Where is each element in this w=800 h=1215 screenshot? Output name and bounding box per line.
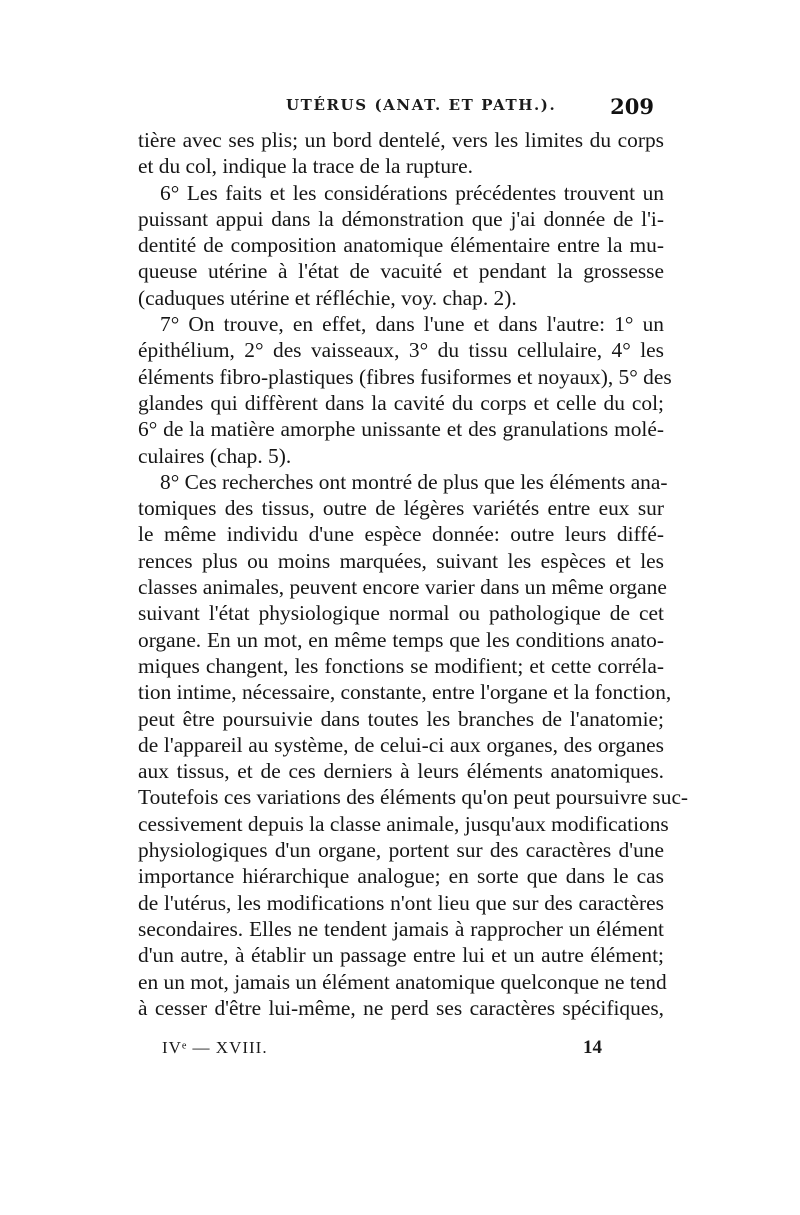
- text-line: miques changent, les fonctions se modifient; et cette corréla-: [138, 653, 664, 678]
- text-line: puissant appui dans la démonstration que j'ai donnée de l'i-: [138, 206, 664, 231]
- body-text: [138, 127, 689, 1021]
- text-line: 7° On trouve, en effet, dans l'une et dans l'autre: 1° un: [160, 312, 664, 337]
- text-line: le même individu d'une espèce donnée: outre leurs diffé-: [138, 522, 664, 547]
- text-line: éléments fibro-plastiques (fibres fusiformes et noyaux), 5° des: [138, 364, 672, 389]
- running-head: UTÉRUS (ANAT. ET PATH.).: [286, 96, 557, 114]
- text-line: classes animales, peuvent encore varier dans un même organe: [138, 575, 667, 600]
- text-line: physiologiques d'un organe, portent sur des caractères d'une: [138, 838, 664, 863]
- text-line: d'un autre, à établir un passage entre lui et un autre élément;: [138, 943, 664, 968]
- printer-signature: IVᵉ — XVIII.: [162, 1038, 268, 1057]
- text-line: organe. En un mot, en même temps que les conditions anato-: [138, 627, 664, 652]
- text-line: suivant l'état physiologique normal ou pathologique de cet: [138, 601, 664, 626]
- text-line: secondaires. Elles ne tendent jamais à rapprocher un élément: [138, 916, 664, 941]
- text-line: 8° Ces recherches ont montré de plus que les éléments ana-: [160, 469, 668, 494]
- text-line: et du col, indique la trace de la rupture.: [138, 154, 473, 179]
- text-line: tière avec ses plis; un bord dentelé, vers les limites du corps: [138, 128, 664, 152]
- page-footer: [162, 1038, 602, 1064]
- text-line: de l'appareil au système, de celui-ci aux organes, des organes: [138, 732, 664, 757]
- text-line: épithélium, 2° des vaisseaux, 3° du tissu cellulaire, 4° les: [138, 338, 664, 363]
- text-line: (caduques utérine et réfléchie, voy. chap. 2).: [138, 285, 517, 310]
- text-line: 6° de la matière amorphe unissante et des granulations molé-: [138, 417, 664, 442]
- text-line: 6° Les faits et les considérations précédentes trouvent un: [160, 180, 664, 205]
- text-line: rences plus ou moins marquées, suivant les espèces et les: [138, 548, 664, 573]
- page-header: [138, 96, 658, 120]
- text-line: glandes qui diffèrent dans la cavité du corps et celle du col;: [138, 390, 664, 415]
- text-line: dentité de composition anatomique élémentaire entre la mu-: [138, 233, 664, 258]
- text-line: cessivement depuis la classe animale, jusqu'aux modifications: [138, 811, 669, 836]
- text-line: queuse utérine à l'état de vacuité et pendant la grossesse: [138, 259, 664, 284]
- text-line: aux tissus, et de ces derniers à leurs éléments anatomiques.: [138, 759, 664, 784]
- text-line: de l'utérus, les modifications n'ont lieu que sur des caractères: [138, 890, 664, 915]
- text-line: en un mot, jamais un élément anatomique quelconque ne tend: [138, 969, 667, 994]
- text-line: Toutefois ces variations des éléments qu'on peut poursuivre suc-: [138, 785, 689, 810]
- text-line: tomiques des tissus, outre de légères variétés entre eux sur: [138, 496, 664, 521]
- text-line: peut être poursuivie dans toutes les branches de l'anatomie;: [138, 706, 664, 731]
- text-line: tion intime, nécessaire, constante, entre l'organe et la fonction,: [138, 680, 672, 705]
- text-line: culaires (chap. 5).: [138, 443, 292, 468]
- text-line: importance hiérarchique analogue; en sorte que dans le cas: [138, 864, 664, 889]
- text-line: à cesser d'être lui-même, ne perd ses caractères spécifiques,: [138, 995, 664, 1020]
- signature-mark: 14: [583, 1037, 602, 1058]
- page-number: 209: [610, 94, 654, 119]
